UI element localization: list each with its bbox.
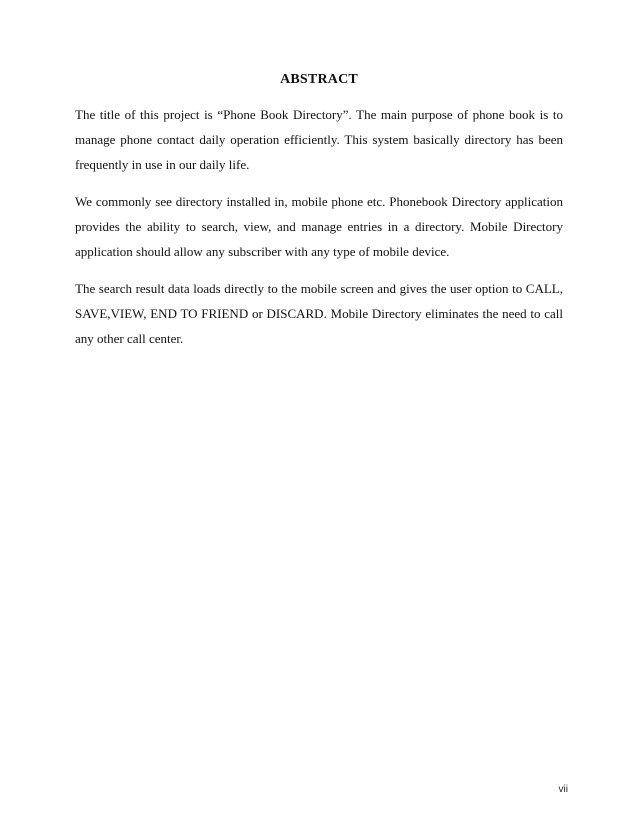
abstract-paragraph-2: We commonly see directory installed in, mobile phone etc. Phonebook Directory application provides the ability to search, view, and manage entries in a directory. Mobile Directory application should allow any subscriber with any type of mobile device. xyxy=(75,194,563,259)
abstract-heading: ABSTRACT xyxy=(280,72,358,87)
page-number: vii xyxy=(558,784,568,795)
abstract-paragraph-1: The title of this project is “Phone Book Directory”. The main purpose of phone book is to manage phone contact daily operation efficiently. This system basically directory has been frequently in use in our daily life. xyxy=(75,107,563,172)
abstract-paragraph-3: The search result data loads directly to the mobile screen and gives the user option to CALL, SAVE,VIEW, END TO FRIEND or DISCARD. Mobile Directory eliminates the need to call any other call center. xyxy=(75,281,563,346)
